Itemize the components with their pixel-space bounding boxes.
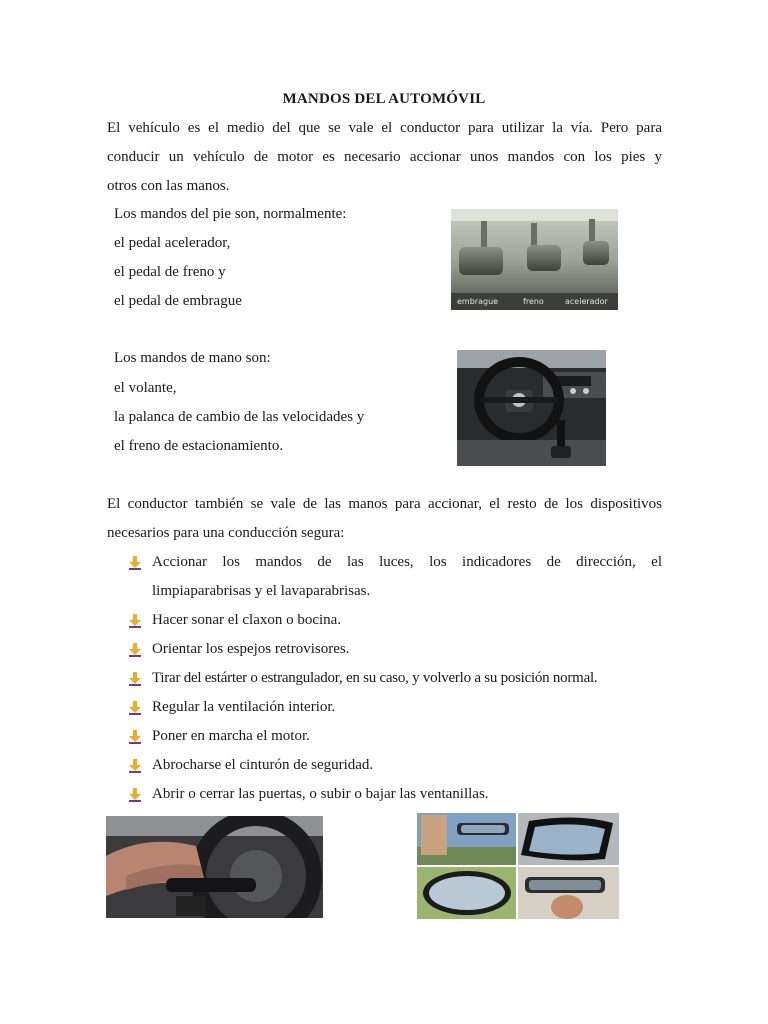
hand-controls-heading: Los mandos de mano son:	[114, 350, 271, 366]
arrow-bullet-icon	[128, 730, 142, 744]
pedal-label-brake: freno	[523, 297, 544, 306]
bullet-item: Hacer sonar el claxon o bocina.	[152, 612, 342, 628]
intro-line-2: conducir un vehículo de motor es necesario accionar unos mandos con los pies y	[107, 149, 662, 165]
foot-control-item: el pedal de freno y	[114, 264, 226, 280]
intro-line-1: El vehículo es el medio del que se vale el conductor para utilizar la vía. Pero para	[107, 120, 662, 136]
arrow-bullet-icon	[128, 759, 142, 773]
bullet-item: Poner en marcha el motor.	[152, 728, 310, 744]
other-devices-line-1: El conductor también se vale de las manos para accionar, el resto de los dispositivos	[107, 496, 662, 512]
foot-control-item: el pedal acelerador,	[114, 235, 231, 251]
pedals-photo	[451, 209, 618, 310]
dashboard-photo	[457, 350, 606, 466]
bullet-item: Accionar los mandos de las luces, los indicadores de dirección, el	[152, 554, 662, 570]
steering-stalk-photo	[106, 816, 323, 918]
arrow-bullet-icon	[128, 614, 142, 628]
other-devices-line-2: necesarios para una conducción segura:	[107, 525, 345, 541]
hand-control-item: la palanca de cambio de las velocidades y	[114, 409, 365, 425]
foot-control-item: el pedal de embrague	[114, 293, 242, 309]
bullet-item: Abrocharse el cinturón de seguridad.	[152, 757, 374, 773]
arrow-bullet-icon	[128, 701, 142, 715]
arrow-bullet-icon	[128, 788, 142, 802]
arrow-bullet-icon	[128, 672, 142, 686]
foot-controls-heading: Los mandos del pie son, normalmente:	[114, 206, 347, 222]
pedal-label-accelerator: acelerador	[565, 297, 608, 306]
arrow-bullet-icon	[128, 643, 142, 657]
intro-line-3: otros con las manos.	[107, 178, 230, 194]
pedal-label-clutch: embrague	[457, 297, 499, 306]
bullet-item: Orientar los espejos retrovisores.	[152, 641, 350, 657]
bullet-item: Abrir o cerrar las puertas, o subir o bajar las ventanillas.	[152, 786, 489, 802]
bullet-item-continuation: limpiaparabrisas y el lavaparabrisas.	[152, 583, 371, 599]
arrow-bullet-icon	[128, 556, 142, 570]
bullet-item: Tirar del estárter o estrangulador, en su caso, y volverlo a su posición normal.	[152, 670, 598, 686]
bullet-item: Regular la ventilación interior.	[152, 699, 336, 715]
page-title: MANDOS DEL AUTOMÓVIL	[282, 91, 486, 107]
mirrors-collage-photo	[417, 813, 619, 919]
hand-control-item: el freno de estacionamiento.	[114, 438, 284, 454]
hand-control-item: el volante,	[114, 380, 177, 396]
